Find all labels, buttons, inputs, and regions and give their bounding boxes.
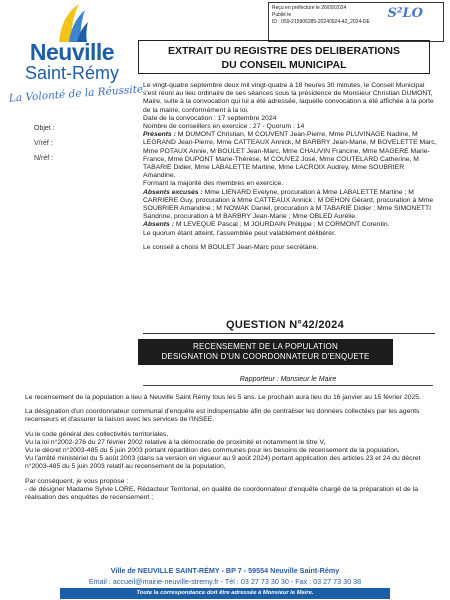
body-paragraph: Par conséquent, je vous propose : - de désigner Madame Sylvie LORE, Rédacteur Territorial, en qualité de coordonnateur d'enquête chargé de la préparation et de la réalisation des enquêtes de recensement ; — [25, 477, 418, 502]
stamp-line-id: ID : 059-215906285-20240924-42_2024-DE — [272, 19, 370, 25]
label-vref: V/réf : — [34, 140, 53, 147]
title-line-2: DU CONSEIL MUNICIPAL — [221, 59, 347, 71]
convocation-date: Date de la convocation : 17 septembre 2024 — [143, 114, 277, 122]
banner-line-1: RECENSEMENT DE LA POPULATION — [193, 342, 338, 351]
deliberation-body — [25, 394, 437, 508]
body-paragraph: La désignation d'un coordonnateur communal d'enquête est indispensable afin de centraliser les données collectées par les agents recenseurs et d'assurer la liaison avec les services de l'INSEE. — [25, 408, 420, 424]
stamp-initials: S²LO — [387, 6, 423, 21]
logo-town-name-suffix: Saint-Rémy — [24, 63, 120, 83]
quorum-statement: Le quorum étant atteint, l'assemblée peut valablement délibérer. — [143, 229, 336, 237]
secretary-statement: Le conseil a choisi M BOULET Jean-Marc pour secrétaire. — [143, 243, 319, 251]
absents-label: Absents : — [143, 221, 174, 229]
document-title — [138, 40, 430, 74]
rapporteur-divider — [143, 385, 433, 386]
session-opening: Le vingt-quatre septembre deux mil vingt-quatre à 18 heures 30 minutes, le Conseil Municipal s'est réuni au lieu ordinaire de ses séances sous la présidence de Monsieur Christian DUMONT, Maire, suite à la convocation qui lui a été adressée, laquelle convocation a été affichée à la porte de la mairie, conformément à la loi. — [143, 82, 434, 114]
majority-statement: Formant la majorité des membres en exercice. — [143, 180, 284, 188]
stamp-line-publication: Publié le — [272, 12, 292, 18]
logo-slogan: La Volonté de la Réussite — [8, 83, 144, 105]
footer-address: Ville de NEUVILLE SAINT-RÉMY - BP 7 - 59554 Neuville Saint-Rémy — [110, 566, 340, 575]
presents-label: Présents : — [143, 131, 176, 139]
presents-list: M DUMONT Christian, M COUVENT Jean-Pierre, Mme PLUVINAGE Nadine, M LEGRAND Jean-Pierre, Mme CATTEAUX Annick, M BARBRY Jean-Marie, M BOVELETTE Marc, Mme POTAUX Annie, M BOULET Jean-Marc, Mme CHAUVIN Francine, Mme MAGERE Marie-France, Mme DUPONT Marie-Thérèse, M COUVEZ José, Mme COUTELARD Catherine, M TABARIE Didier, Mme LABALETTE Martine, Mme LACROIX Audrey, Mme SOUBRIER Amandine. — [143, 131, 437, 180]
body-paragraph: Vu le code général des collectivités territoriales, Vu la loi n°2002-276 du 27 février 2002 relative à la démocratie de proximité et notamment le titre V, Vu le décret n°2003-485 du 5 juin 2003 portant répartition des communes pour les besoins de recensement de la population, Vu l'arrêté ministériel du 5 août 2003 (dans sa version en vigueur au 9 août 2024) portant application des articles 23 et 24 du décret n°2003-485 du 5 juin 2003 relatif au recensement de la population, — [25, 430, 421, 471]
footer-contact: Email : accueil@mairie-neuville-stremy.fr - Tél : 03 27 73 30 30 - Fax : 03 27 73 30 38 — [88, 577, 362, 586]
rapporteur: Rapporteur : Monsieur le Maire — [239, 376, 337, 383]
question-divider — [143, 333, 435, 334]
session-details — [143, 82, 438, 252]
label-objet: Objet : — [34, 125, 55, 132]
logo-town-name: Neuville — [29, 39, 115, 65]
footer-correspondence-note: Toute la correspondance doit être adressée à Monsieur le Maire. — [60, 588, 390, 599]
member-count: Nombre de conseillers en exercice : 27 - Quorum : 14 — [143, 123, 305, 131]
title-line-1: EXTRAIT DU REGISTRE DES DELIBERATIONS — [168, 45, 400, 57]
body-paragraph: Le recensement de la population a lieu à Neuville Saint Rémy tous les 5 ans. Le prochain aura lieu du 16 janvier au 15 février 2025. — [25, 394, 421, 401]
label-nref: N/réf : — [34, 155, 54, 162]
presents-paragraph — [143, 131, 438, 180]
stamp-line-reception: Reçu en préfecture le 26/09/2024 — [272, 5, 347, 11]
excused-paragraph — [143, 189, 438, 222]
banner-line-2: DESIGNATION D'UN COORDONNATEUR D'ENQUETE — [161, 351, 370, 361]
subject-banner — [138, 339, 393, 365]
prefecture-stamp — [268, 2, 444, 42]
excused-label: Absents excusés : — [143, 188, 203, 196]
absents-paragraph — [143, 221, 438, 229]
absents-list: M LEVEQUE Pascal ; M JOURDAIN Philippe ; M CORMONT Corentin. — [175, 221, 390, 229]
town-logo-icon — [55, 2, 89, 44]
question-number: QUESTION N°42/2024 — [225, 319, 344, 331]
excused-list: Mme LIENARD Evelyne, procuration à Mme LABALETTE Martine ; M CARRIERE Guy, procuration à Mme CATTEAUX Annick ; M DEHON Gérard, procuration à Mme SOUBRIER Amandine ; M NOWAK Daniel, procuration à M TABARIE Didier ; Mme SIMONETTI Sandrine, procuration à M BARBRY Jean-Marie ; Mme OBLED Aurélie. — [143, 188, 434, 221]
